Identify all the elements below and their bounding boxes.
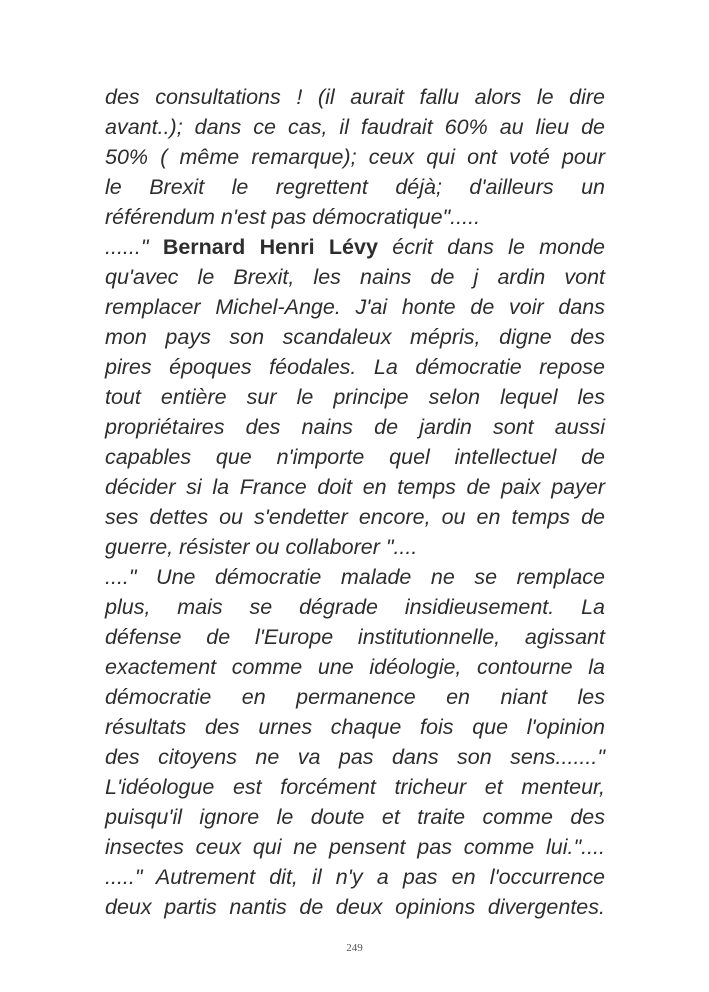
text-line: avant..); dans ce cas, il faudrait 60% au lieu de <box>105 115 605 139</box>
text-line: des citoyens ne va pas dans son sens......." <box>105 745 605 769</box>
text-line: résultats des urnes chaque fois que l'opinion <box>105 715 605 739</box>
text-line: deux partis nantis de deux opinions divergentes. <box>105 895 605 919</box>
text-line: propriétaires des nains de jardin sont aussi <box>105 415 605 439</box>
text-line: ....." Autrement dit, il n'y a pas en l'occurrence <box>105 865 605 889</box>
text-line: le Brexit le regrettent déjà; d'ailleurs un <box>105 175 605 199</box>
text-line: insectes ceux qui ne pensent pas comme lui.".... <box>105 835 605 859</box>
text-line: démocratie en permanence en niant les <box>105 685 605 709</box>
page-number: 249 <box>346 942 363 954</box>
text-line: décider si la France doit en temps de paix payer <box>105 475 605 499</box>
text-line: défense de l'Europe institutionnelle, agissant <box>105 625 605 649</box>
text-line: exactement comme une idéologie, contourne la <box>105 655 605 679</box>
text-line: puisqu'il ignore le doute et traite comme des <box>105 805 605 829</box>
text-line: mon pays son scandaleux mépris, digne des <box>105 325 605 349</box>
text-line: ...." Une démocratie malade ne se remplace <box>105 565 605 589</box>
text-line: guerre, résister ou collaborer ".... <box>105 535 418 559</box>
text-line <box>105 232 605 262</box>
text-line: tout entière sur le principe selon lequel les <box>105 385 605 409</box>
text-line: 50% ( même remarque); ceux qui ont voté pour <box>105 145 605 169</box>
text-line: qu'avec le Brexit, les nains de j ardin vont <box>105 265 605 289</box>
text-line: des consultations ! (il aurait fallu alors le dire <box>105 85 605 109</box>
body-text <box>105 82 605 922</box>
quote-opening: ......" <box>105 235 163 259</box>
text-line: plus, mais se dégrade insidieusement. La <box>105 595 605 619</box>
text-line: remplacer Michel-Ange. J'ai honte de voir dans <box>105 295 605 319</box>
text-line: référendum n'est pas démocratique"..... <box>105 205 481 229</box>
text-line: pires époques féodales. La démocratie repose <box>105 355 605 379</box>
author-name: Bernard Henri Lévy <box>162 235 378 259</box>
text-line: capables que n'importe quel intellectuel de <box>105 445 605 469</box>
text-line: L'idéologue est forcément tricheur et menteur, <box>105 775 605 799</box>
quote-continuation: écrit dans le monde <box>377 235 606 259</box>
text-line: ses dettes ou s'endetter encore, ou en temps de <box>105 505 605 529</box>
